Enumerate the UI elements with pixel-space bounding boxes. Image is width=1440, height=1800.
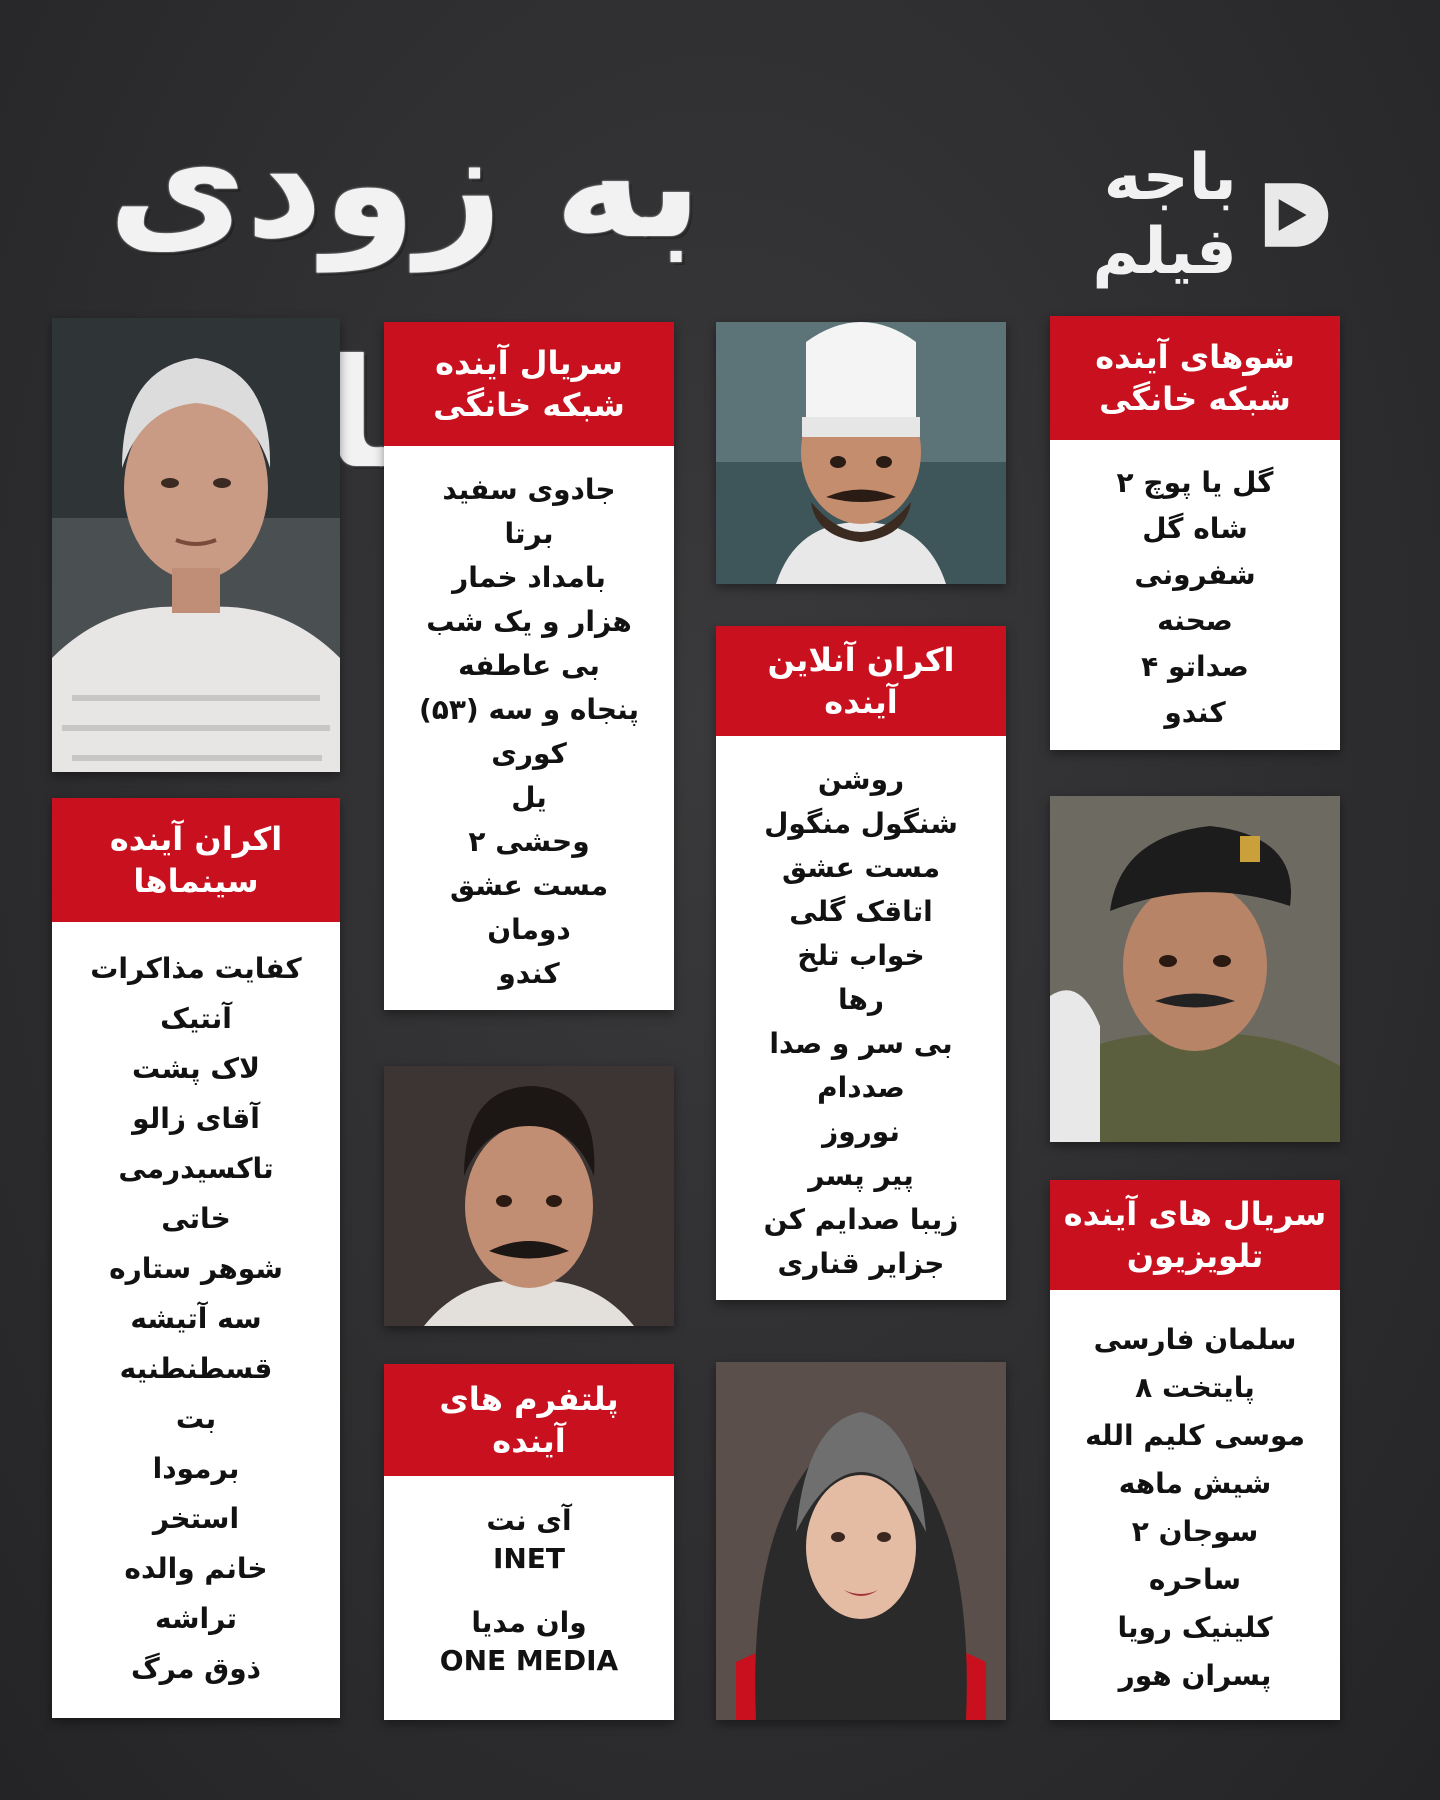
photo-actor-chef xyxy=(716,322,1006,584)
card-tv-series xyxy=(1050,1180,1340,1720)
list-item: خواب تلخ xyxy=(797,939,925,972)
list-item: آنتیک xyxy=(160,1002,232,1035)
list-item: سه آتیشه xyxy=(130,1302,262,1335)
list-item: کفایت مذاکرات xyxy=(90,952,302,985)
card-home-shows-title-2: شبکه خانگی xyxy=(1099,380,1291,418)
list-item: پیر پسر xyxy=(808,1159,914,1192)
list-item: بت xyxy=(175,1402,217,1435)
card-platforms-list xyxy=(384,1476,674,1680)
list-item: قسطنطنیه xyxy=(119,1352,273,1385)
list-item: آقای زالو xyxy=(132,1102,260,1135)
card-home-series-header xyxy=(384,322,674,446)
portrait-chef xyxy=(716,322,1006,584)
list-item: پسران هور xyxy=(1118,1659,1272,1692)
card-cinema-screening-title-1: اکران آینده xyxy=(109,820,283,858)
list-item: ساحره xyxy=(1148,1563,1242,1596)
list-item: لاک پشت xyxy=(132,1052,260,1085)
photo-actress-scarf xyxy=(716,1362,1006,1720)
brand-logo-text: باجه فیلم xyxy=(1092,141,1237,289)
card-tv-series-list xyxy=(1050,1290,1340,1700)
list-item: یل xyxy=(511,781,547,814)
card-home-series-title-2: شبکه خانگی xyxy=(433,386,625,424)
list-item: نوروز xyxy=(822,1115,900,1148)
card-tv-series-title-1: سریال های آینده xyxy=(1063,1195,1327,1233)
list-item: تاکسیدرمی xyxy=(118,1152,274,1185)
card-online-screening-list xyxy=(716,736,1006,1286)
list-item: شفرونی xyxy=(1134,558,1256,591)
brand-logo[interactable] xyxy=(940,141,1330,289)
card-home-shows-title-1: شوهای آینده xyxy=(1095,338,1295,376)
list-item: صحنه xyxy=(1157,604,1233,637)
list-item: صداتو ۴ xyxy=(1141,650,1249,683)
play-logo-icon xyxy=(1251,175,1330,255)
portrait-actress xyxy=(716,1362,1006,1720)
list-item: جزایر قناری xyxy=(777,1247,945,1280)
list-item: روشن xyxy=(817,763,905,796)
list-item: اتاقک گلی xyxy=(789,895,933,928)
list-item: کوری xyxy=(491,737,567,770)
list-item: هزار و یک شب xyxy=(426,605,632,638)
list-item: مست عشق xyxy=(449,869,609,902)
list-item: خانم والده xyxy=(124,1552,268,1585)
photo-actor-older-man xyxy=(52,318,340,772)
list-item: استخر xyxy=(152,1502,240,1535)
list-item: بامداد خمار xyxy=(452,561,606,594)
card-cinema-screening xyxy=(52,798,340,1718)
card-home-series-list xyxy=(384,446,674,996)
card-cinema-screening-header xyxy=(52,798,340,922)
list-item: رها xyxy=(837,983,885,1016)
platform-inet-fa: آی نت xyxy=(486,1504,572,1537)
card-home-series xyxy=(384,322,674,1010)
list-item: مست عشق xyxy=(781,851,941,884)
list-item: کندو xyxy=(498,957,560,990)
list-item: پایتخت ۸ xyxy=(1135,1371,1255,1404)
list-item: بی سر و صدا xyxy=(769,1027,953,1060)
list-item: ذوق مرگ xyxy=(131,1652,261,1685)
platform-onemedia-fa: وان مدیا xyxy=(471,1606,587,1639)
list-item: موسی کلیم الله xyxy=(1085,1419,1305,1452)
card-platforms-header xyxy=(384,1364,674,1476)
list-item: شاه گل xyxy=(1142,512,1248,545)
list-item: شنگول منگول xyxy=(764,807,958,840)
card-online-screening-header xyxy=(716,626,1006,736)
list-item: تراشه xyxy=(154,1602,238,1635)
card-tv-series-header xyxy=(1050,1180,1340,1290)
photo-actor-military xyxy=(1050,796,1340,1142)
list-item: بی عاطفه xyxy=(458,649,600,682)
portrait-older-man xyxy=(52,318,340,772)
card-online-screening xyxy=(716,626,1006,1300)
photo-actor-mustache xyxy=(384,1066,674,1326)
card-online-screening-title-1: اکران آنلاین xyxy=(767,641,955,679)
card-home-shows-list xyxy=(1050,440,1340,736)
card-platforms xyxy=(384,1364,674,1720)
card-home-series-title-1: سریال آینده xyxy=(435,344,623,382)
card-platforms-title-2: آینده xyxy=(492,1422,566,1460)
list-item: کندو xyxy=(1164,696,1226,729)
card-online-screening-title-2: آینده xyxy=(824,683,898,721)
list-item: کلینیک رویا xyxy=(1117,1611,1273,1644)
card-tv-series-title-2: تلویزیون xyxy=(1126,1237,1264,1275)
list-item: شوهر ستاره xyxy=(109,1252,283,1285)
portrait-mustache xyxy=(384,1066,674,1326)
list-item: شیش ماهه xyxy=(1118,1467,1272,1500)
list-item: گل یا پوچ ۲ xyxy=(1116,466,1274,499)
list-item: صددام xyxy=(817,1071,905,1104)
list-item: پنجاه و سه (۵۳) xyxy=(418,693,640,726)
list-item: سوجان ۲ xyxy=(1131,1515,1259,1548)
list-item: وحشی ۲ xyxy=(468,825,590,858)
list-item: خاتی xyxy=(161,1202,231,1235)
headline-title: به زودی xyxy=(108,98,702,272)
card-cinema-screening-title-2: سینماها xyxy=(133,862,259,900)
list-item: برمودا xyxy=(152,1452,240,1485)
platform-inet-en: INET xyxy=(492,1542,566,1575)
list-item: دومان xyxy=(487,913,571,946)
platform-onemedia-en: ONE MEDIA xyxy=(439,1644,619,1677)
card-platforms-title-1: پلتفرم های xyxy=(439,1380,619,1418)
list-item: برتا xyxy=(504,517,554,550)
card-cinema-screening-list xyxy=(52,922,340,1694)
card-home-shows xyxy=(1050,316,1340,750)
list-item: زیبا صدایم کن xyxy=(763,1203,959,1236)
portrait-military xyxy=(1050,796,1340,1142)
list-item: جادوی سفید xyxy=(442,473,616,506)
list-item: سلمان فارسی xyxy=(1093,1323,1297,1356)
card-home-shows-header xyxy=(1050,316,1340,440)
